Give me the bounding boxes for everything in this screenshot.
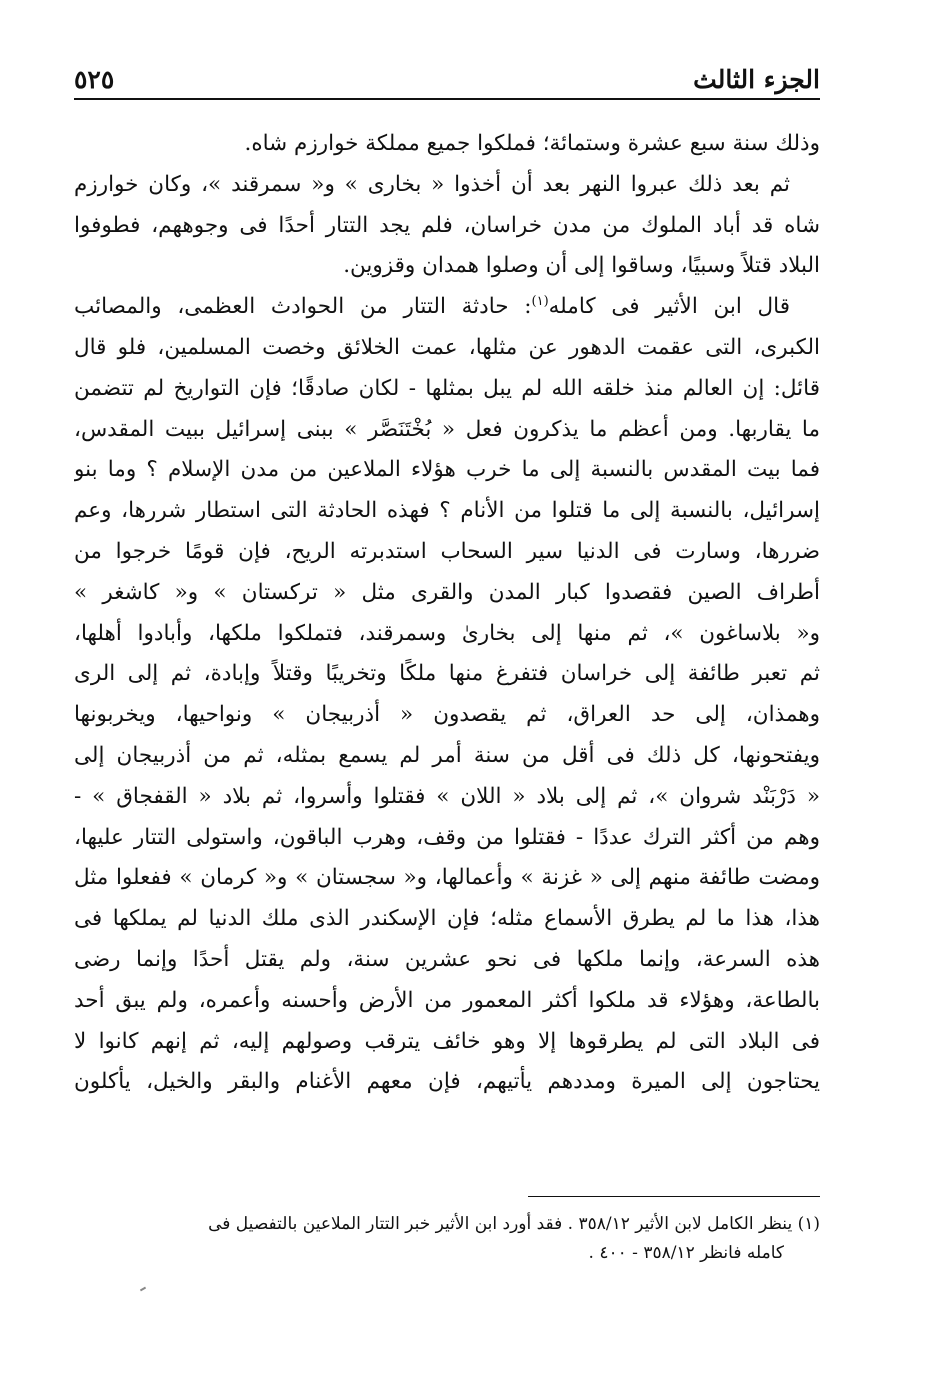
text-line: ما يقاربها. ومن أعظم ما يذكرون فعل « بُخْتَنَصَّر » ببنى إسرائيل ببيت المقدس، xyxy=(74,416,820,442)
text-line: وهمذان، إلى حد العراق، ثم يقصدون « أذربيجان » ونواحيها، ويخربونها xyxy=(74,702,820,728)
footnote-reference: (١) xyxy=(531,294,549,310)
text-line: ضررها، وسارت فى الدنيا سير السحاب استدبرته الريح، فإن قومًا خرجوا من xyxy=(74,538,820,564)
text-line: قائل: إن العالم منذ خلقه الله لم يبل بمثلها - لكان صادقًا؛ فإن التواريخ لم تتضمن xyxy=(74,375,820,401)
text-line: بالطاعة، وهؤلاء قد ملكوا أكثر المعمور من الأرض وأحسنه وأعمره، ولم يبق أحد xyxy=(74,987,820,1013)
text-line: إسرائيل، بالنسبة إلى ما قتلوا من الأنام ؟ فهذه الحادثة التى استطار شررها، وعم xyxy=(74,498,820,524)
scan-speck xyxy=(140,1287,146,1292)
footnote-line xyxy=(74,1210,820,1239)
text-line: وهم من أكثر الترك عددًا - فقتلوا من وقف، وهرب الباقون، واستولى التتار عليها، xyxy=(74,824,820,850)
text-line: « دَرْبَنْد شروان »، ثم إلى بلاد « اللان » فقتلوا وأسروا، ثم بلاد « القفجاق » - xyxy=(74,783,820,809)
text-line: هذه السرعة، وإنما ملكها فى نحو عشرين سنة، ولم يقتل أحدًا وإنما رضى xyxy=(74,946,820,972)
footnote-text: ينظر الكامل لابن الأثير ٣٥٨/١٢ . فقد أورد ابن الأثير خبر التتار الملاعين بالتفصيل فى xyxy=(208,1214,793,1234)
text-line: ويفتحونها، كل ذلك فى أقل من سنة أمر لم يسمع بمثله، ثم من أذربيجان إلى xyxy=(74,742,820,768)
text-line: الكبرى، التى عقمت الدهور عن مثلها، عمت الخلائق وخصت المسلمين، فلو قال xyxy=(74,334,820,360)
main-text xyxy=(74,124,820,1103)
text-line: ثم تعبر طائفة إلى خراسان فتفرغ منها ملكًا وتخريبًا وقتلاً وإبادة، ثم إلى الرى xyxy=(74,661,820,687)
text-line: يحتاجون إلى الميرة ومددهم يأتيهم، فإن معهم الأغنام والبقر والخيل، يأكلون xyxy=(74,1069,820,1095)
page-header xyxy=(74,50,820,100)
running-title: الجزء الثالث xyxy=(693,65,820,94)
text-line: أطراف الصين فقصدوا كبار المدن والقرى مثل « تركستان » و« كاشغر » xyxy=(74,579,820,605)
footnotes xyxy=(74,1210,820,1268)
footnote-separator xyxy=(528,1196,820,1197)
text-line: وذلك سنة سبع عشرة وستمائة؛ فملكوا جميع مملكة خوارزم شاه. xyxy=(244,131,820,156)
page-number: ٥٢٥ xyxy=(74,65,115,94)
footnote-line: كامله فانظر ٣٥٨/١٢ - ٤٠٠ . xyxy=(588,1243,784,1263)
footnote-marker: (١) xyxy=(797,1214,820,1234)
text-segment: قال ابن الأثير فى كامله xyxy=(548,294,790,320)
text-line: ثم بعد ذلك عبروا النهر بعد أن أخذوا « بخارى » و« سمرقند »، وكان خوارزم xyxy=(74,171,790,197)
text-line: و« بلاساغون »، ثم منها إلى بخارىٰ وسمرقند، فتملكوا ملكها، وأبادوا أهلها، xyxy=(74,620,820,646)
text-line: فى البلاد التى لم يطرقوها إلا وهو خائف يترقب وصولهم إليه، ثم إنهم كانوا لا xyxy=(74,1028,820,1054)
text-line: البلاد قتلاً وسبيًا، وساقوا إلى أن وصلوا همدان وقزوين. xyxy=(343,253,820,279)
text-line: هذا، هذا ما لم يطرق الأسماع مثله؛ فإن الإسكندر الذى ملك الدنيا لم يملكها فى xyxy=(74,906,820,932)
text-line: ومضت طائفة منهم إلى « غزنة » وأعمالها، و« سجستان » و« كرمان » ففعلوا مثل xyxy=(74,865,820,891)
text-line: شاه قد أباد الملوك من مدن خراسان، فلم يجد التتار أحدًا فى وجوههم، فطوفوا xyxy=(74,212,820,238)
text-line: فما بيت المقدس بالنسبة إلى ما خرب هؤلاء الملاعين من مدن الإسلام ؟ وما بنو xyxy=(74,457,820,483)
text-segment: : حادثة التتار من الحوادث العظمى، والمصائب xyxy=(74,294,532,320)
text-line-with-footnote xyxy=(74,287,820,328)
